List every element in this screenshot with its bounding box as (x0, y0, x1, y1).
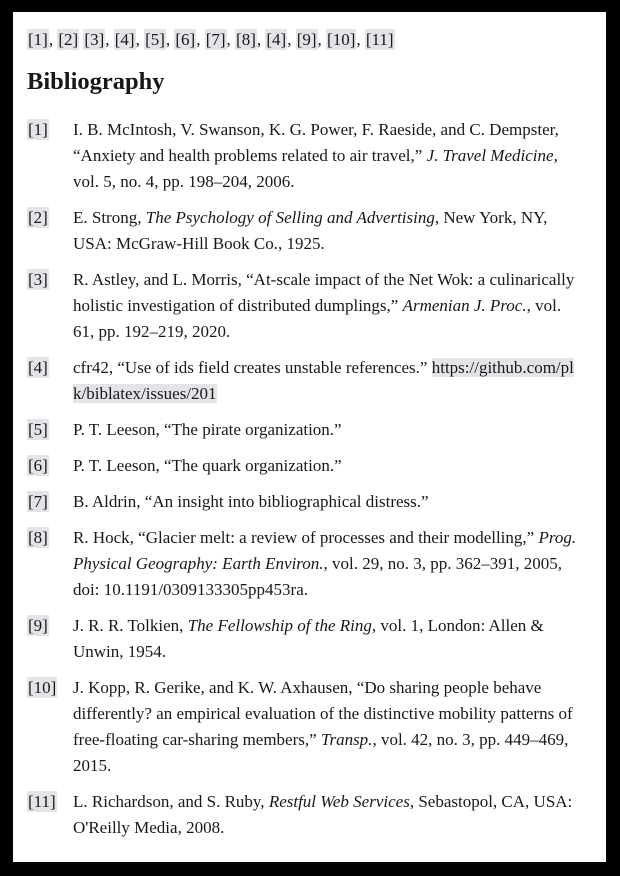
entry-text-segment: P. T. Leeson, “The quark organization.” (73, 456, 342, 475)
entry-text (73, 453, 342, 479)
entry-text (73, 417, 342, 443)
citation-link[interactable]: [7] (205, 30, 226, 49)
citation-line (27, 27, 586, 53)
entry-label[interactable]: [4] (28, 358, 48, 377)
entry-text-segment: J. R. R. Tolkien, (73, 616, 188, 635)
entry-label[interactable]: [3] (28, 270, 48, 289)
entry-label-column (27, 205, 73, 231)
entry-text-segment: P. T. Leeson, “The pirate organization.” (73, 420, 342, 439)
entry-title-italic: Armenian J. Proc. (402, 296, 527, 315)
entry-text-segment: , vol. 42, no. 3, pp. 449–469, 2015. (73, 730, 569, 775)
entry-text-segment: , New York, NY, USA: McGraw-Hill Book Co., 1925. (73, 208, 548, 253)
citation-link[interactable]: [8] (236, 30, 256, 49)
document-page (13, 12, 606, 862)
bibliography-entry (27, 417, 586, 443)
bibliography-entry (27, 205, 586, 257)
entry-title-italic: Restful Web Services (268, 792, 410, 811)
entry-text (73, 355, 578, 407)
entry-title-italic: Prog. Physical Geography: Earth Environ. (73, 528, 577, 573)
entry-url-link[interactable]: https://github.com/plk/biblatex/issues/201 (73, 358, 574, 403)
entry-text-segment: , vol. 29, no. 3, pp. 362–391, 2005, doi: 10.1191/0309133305pp453ra. (73, 554, 563, 599)
entry-text-segment: R. Hock, “Glacier melt: a review of processes and their modelling,” (73, 528, 539, 547)
bibliography-entry (27, 453, 586, 479)
entry-text-segment: , vol. 1, London: Allen & Unwin, 1954. (73, 616, 544, 661)
entry-label[interactable]: [1] (28, 120, 48, 139)
entry-text-segment: J. Kopp, R. Gerike, and K. W. Axhausen, “Do sharing people behave differently? an empirical evaluation of the distinctive mobility patterns of free-floating car-sharing members,” (73, 678, 573, 749)
citation-link[interactable]: [9] (296, 30, 317, 49)
citation-link[interactable]: [4] (266, 30, 287, 49)
entry-label-column (27, 417, 73, 443)
entry-text-segment: E. Strong, (73, 208, 146, 227)
entry-label-column (27, 525, 73, 551)
entry-text (73, 613, 578, 665)
entry-text (73, 789, 578, 841)
entry-title-italic: J. Travel Medicine (426, 146, 554, 165)
entry-text-segment: R. Astley, and L. Morris, “At-scale impact of the Net Wok: a culinarically holistic investigation of distributed dumplings,” (73, 270, 575, 315)
entry-text-segment: L. Richardson, and S. Ruby, (73, 792, 269, 811)
citation-separator: , (226, 30, 236, 49)
bibliography-heading: Bibliography (27, 68, 165, 95)
entry-text-segment: , Sebastopol, CA, USA: O'Reilly Media, 2008. (73, 792, 573, 837)
citation-separator: , (48, 30, 58, 49)
citation-link[interactable]: [10] (327, 30, 356, 49)
entry-title-italic: The Fellowship of the Ring (187, 616, 372, 635)
citation-separator: , (165, 30, 175, 49)
entry-label[interactable]: [8] (28, 528, 48, 547)
entry-text-segment: I. B. McIntosh, V. Swanson, K. G. Power, F. Raeside, and C. Dempster, “Anxiety and health problems related to air travel,” (73, 120, 559, 165)
entry-label-column (27, 355, 73, 381)
entry-label-column (27, 789, 73, 815)
bibliography-entry (27, 267, 586, 345)
citation-link[interactable]: [3] (84, 30, 105, 49)
bibliography-entry (27, 789, 586, 841)
entry-text-segment: cfr42, “Use of ids field creates unstable references.” (73, 358, 432, 377)
entry-label[interactable]: [10] (28, 678, 57, 697)
citation-separator: , (105, 30, 114, 49)
entry-text (73, 675, 578, 779)
entry-label[interactable]: [2] (28, 208, 48, 227)
entry-text-segment: , vol. 5, no. 4, pp. 198–204, 2006. (73, 146, 558, 191)
bibliography-entry (27, 675, 586, 779)
entry-label-column (27, 613, 73, 639)
citation-link[interactable]: [6] (175, 30, 196, 49)
citation-separator: , (317, 30, 327, 49)
citation-link[interactable]: [5] (145, 30, 165, 49)
entry-label[interactable]: [5] (28, 420, 48, 439)
bibliography-entry (27, 489, 586, 515)
entry-text-segment: , vol. 61, pp. 192–219, 2020. (73, 296, 562, 341)
citation-separator: , (287, 30, 296, 49)
entry-text (73, 489, 429, 515)
entry-label-column (27, 453, 73, 479)
entry-text (73, 525, 578, 603)
entry-label-column (27, 489, 73, 515)
bibliography-entry (27, 117, 586, 195)
bibliography-entry (27, 525, 586, 603)
entry-label-column (27, 267, 73, 293)
citation-separator: , (196, 30, 205, 49)
entry-label[interactable]: [7] (28, 492, 48, 511)
entry-text-segment: B. Aldrin, “An insight into bibliographical distress.” (73, 492, 429, 511)
entry-text (73, 267, 578, 345)
entry-label[interactable]: [11] (28, 792, 56, 811)
entry-text (73, 205, 578, 257)
citation-separator: , (256, 30, 266, 49)
bibliography-entry (27, 355, 586, 407)
entry-text (73, 117, 578, 195)
entry-title-italic: The Psychology of Selling and Advertising (145, 208, 435, 227)
citation-link[interactable]: [4] (114, 30, 135, 49)
entry-label-column (27, 117, 73, 143)
citation-link[interactable]: [2] (58, 30, 79, 49)
citation-link[interactable]: [11] (365, 30, 394, 49)
bibliography-list (27, 117, 586, 841)
citation-separator: , (356, 30, 365, 49)
citation-link[interactable]: [1] (28, 30, 48, 49)
entry-label[interactable]: [9] (28, 616, 48, 635)
entry-label[interactable]: [6] (28, 456, 48, 475)
bibliography-entry (27, 613, 586, 665)
entry-label-column (27, 675, 73, 701)
citation-separator: , (135, 30, 145, 49)
entry-title-italic: Transp. (320, 730, 373, 749)
